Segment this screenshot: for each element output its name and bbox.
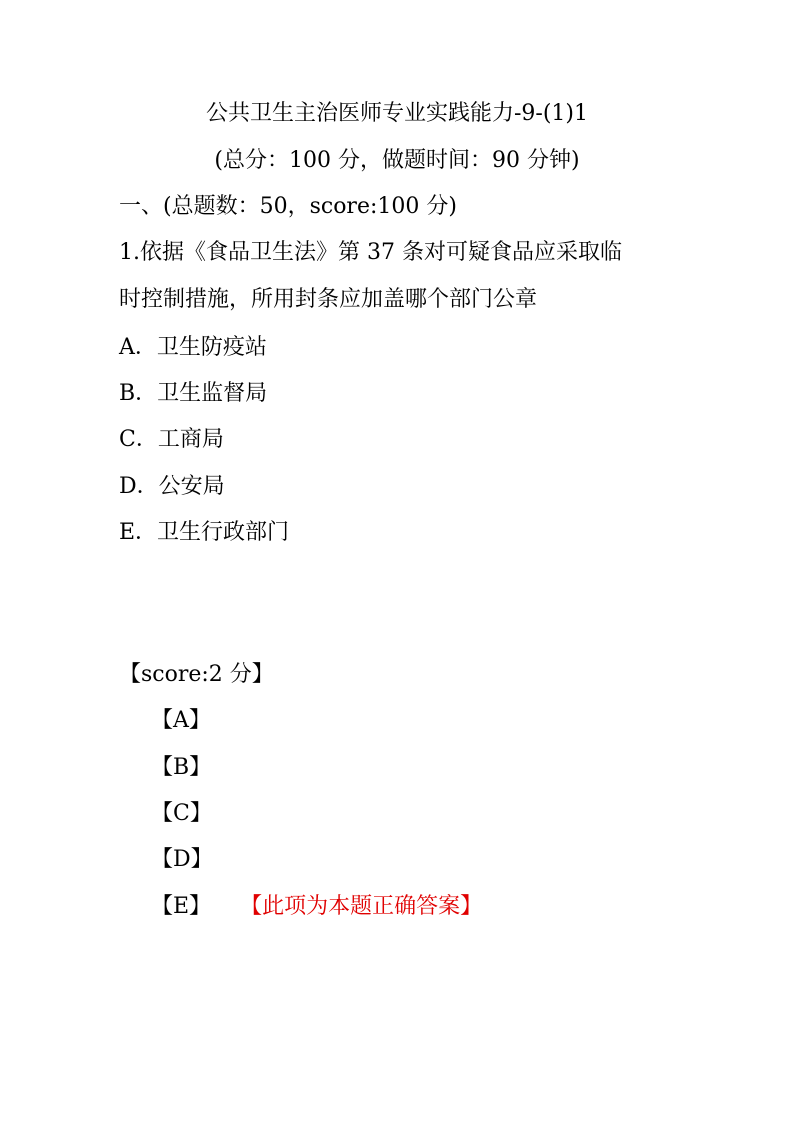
question-text-line-2: 时控制措施，所用封条应加盖哪个部门公章 [119,287,538,312]
option-e: E．卫生行政部门 [119,520,290,545]
correct-answer-note: 【此项为本题正确答案】 [251,894,483,919]
section-heading: 一、(总题数：50，score:100 分) [119,194,457,219]
option-c: C．工商局 [119,427,224,452]
answer-choice-e: 【E】 [151,894,212,919]
option-a: A．卫生防疫站 [119,335,267,360]
answer-choice-d: 【D】 [151,847,213,872]
answer-choice-c: 【C】 [151,801,212,826]
page-title: 公共卫生主治医师专业实践能力-9-(1)1 [205,101,589,126]
answer-choice-b: 【B】 [151,755,212,780]
option-d: D．公安局 [119,474,225,499]
question-text-line-1: 1.依据《食品卫生法》第 37 条对可疑食品应采取临 [119,240,622,265]
option-b: B．卫生监督局 [119,381,268,406]
answer-choice-e-row [151,896,482,918]
page-subtitle: (总分：100 分，做题时间：90 分钟) [214,148,580,173]
answer-choice-a: 【A】 [151,708,211,733]
score-label: 【score:2 分】 [119,662,274,687]
